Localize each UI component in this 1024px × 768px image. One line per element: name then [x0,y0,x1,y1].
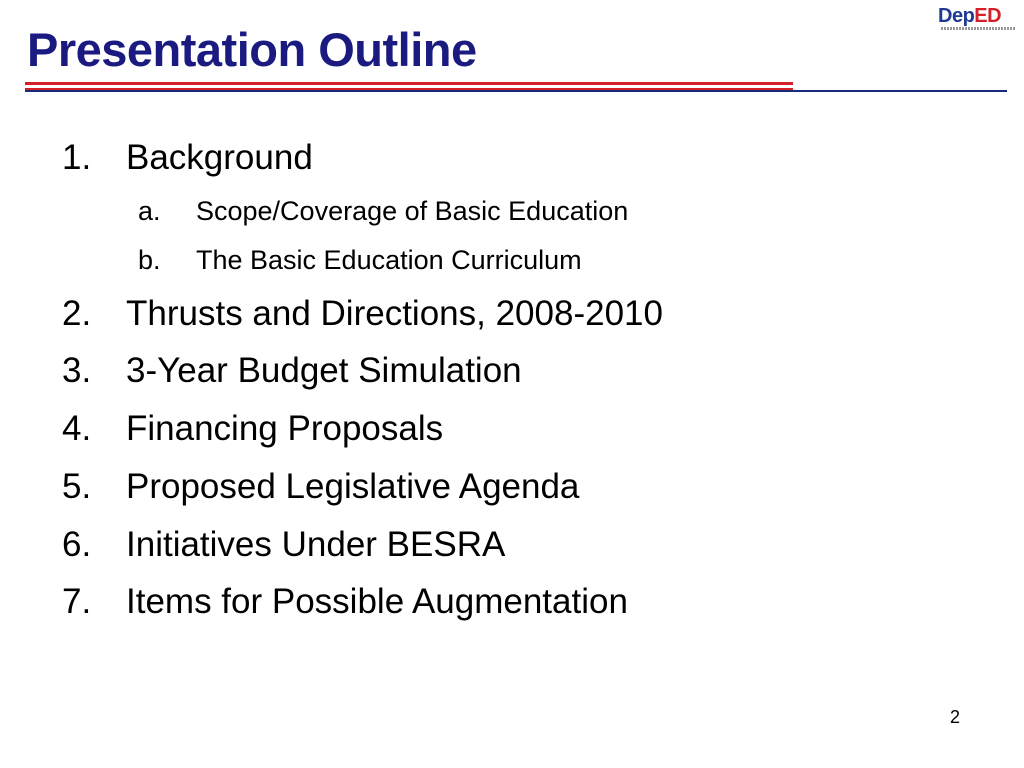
logo-ed-text: ED [974,5,1002,27]
outline-item-label: Background [126,138,313,177]
outline-item-marker: 4. [62,409,92,448]
outline-item-marker: 5. [62,467,92,506]
outline-item-label: Proposed Legislative Agenda [126,467,580,506]
outline-item-marker: 6. [62,525,92,564]
outline-subitem-marker: a. [138,196,161,226]
outline-item-marker: 2. [62,294,92,333]
slide-title: Presentation Outline [27,23,477,76]
outline-item-label: Financing Proposals [126,409,444,448]
outline-item-marker: 1. [62,138,92,177]
outline-subitem-label: The Basic Education Curriculum [196,245,582,275]
outline-item-label: Items for Possible Augmentation [126,582,628,621]
outline-item-marker: 3. [62,351,92,390]
outline-item-marker: 7. [62,582,92,621]
outline-item-label: 3-Year Budget Simulation [126,351,522,390]
outline-item-label: Thrusts and Directions, 2008-2010 [126,294,663,333]
outline-subitem-label: Scope/Coverage of Basic Education [196,196,629,226]
page-number: 2 [949,707,960,727]
outline-subitem-marker: b. [138,245,161,275]
logo-dep-text: Dep [938,5,975,27]
outline-item-label: Initiatives Under BESRA [126,525,506,564]
